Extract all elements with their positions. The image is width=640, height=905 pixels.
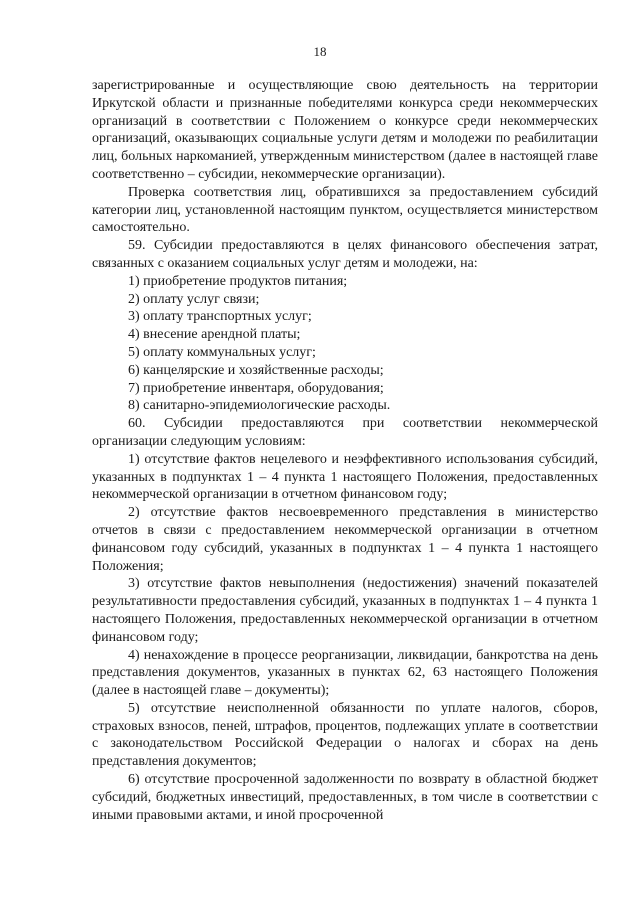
list-item: 7) приобретение инвентаря, оборудования; (128, 380, 384, 396)
condition-item: 3) отсутствие фактов невыполнения (недостижения) значений показателей результативности предоставления субсидий, указанных в подпунктах 1 – 4 пункта 1 настоящего Положения, предоставленных некоммерческой организации в отчетном финансовом году; (92, 576, 598, 645)
page-number: 18 (313, 44, 327, 59)
paragraph-item-60: 60. Субсидии предоставляются при соответствии некоммерческой организации следующим условиям: (92, 416, 598, 449)
list-item: 5) оплату коммунальных услуг; (128, 344, 316, 360)
condition-item: 4) ненахождение в процессе реорганизации, ликвидации, банкротства на день представления документов, указанных в пунктах 62, 63 настоящего Положения (далее в настоящей главе – документы); (92, 647, 598, 699)
list-item: 6) канцелярские и хозяйственные расходы; (128, 362, 384, 378)
list-item: 4) внесение арендной платы; (128, 327, 301, 343)
condition-item: 1) отсутствие фактов нецелевого и неэффективного использования субсидий, указанных в подпунктах 1 – 4 пункта 1 настоящего Положения, предоставленных некоммерческой организации в отчетном финансовом году; (92, 451, 598, 503)
paragraph-continuation: зарегистрированные и осуществляющие свою деятельность на территории Иркутской области и признанные победителями конкурса среди некоммерческих организаций в соответствии с Положением о конкурсе среди некоммерческих организаций, оказывающих социальные услуги детям и молодежи по реабилитации лиц, больных наркоманией, утвержденным министерством (далее в настоящей главе соответственно – субсидии, некоммерческие организации). (92, 78, 598, 182)
document-body (92, 77, 598, 824)
list-item: 1) приобретение продуктов питания; (128, 273, 348, 289)
paragraph-item-59: 59. Субсидии предоставляются в целях финансового обеспечения затрат, связанных с оказанием социальных услуг детям и молодежи, на: (92, 238, 598, 271)
list-item: 8) санитарно-эпидемиологические расходы. (128, 398, 391, 414)
condition-item: 2) отсутствие фактов несвоевременного представления в министерство отчетов в связи с предоставлением некоммерческой организации в отчетном финансовом году субсидий, указанных в подпунктах 1 – 4 пункта 1 настоящего Положения; (92, 505, 598, 574)
paragraph-verification: Проверка соответствия лиц, обратившихся за предоставлением субсидий категории лиц, установленной настоящим пунктом, осуществляется министерством самостоятельно. (92, 184, 598, 236)
condition-item: 6) отсутствие просроченной задолженности по возврату в областной бюджет субсидий, бюджетных инвестиций, предоставленных, в том числе в соответствии с иными правовыми актами, и иной просроченной (92, 772, 598, 823)
list-item: 2) оплату услуг связи; (128, 291, 260, 307)
list-item: 3) оплату транспортных услуг; (128, 309, 312, 325)
condition-item: 5) отсутствие неисполненной обязанности по уплате налогов, сборов, страховых взносов, пеней, штрафов, процентов, подлежащих уплате в соответствии с законодательством Российской Федерации о налогах и сборах на день представления документов; (92, 700, 598, 770)
